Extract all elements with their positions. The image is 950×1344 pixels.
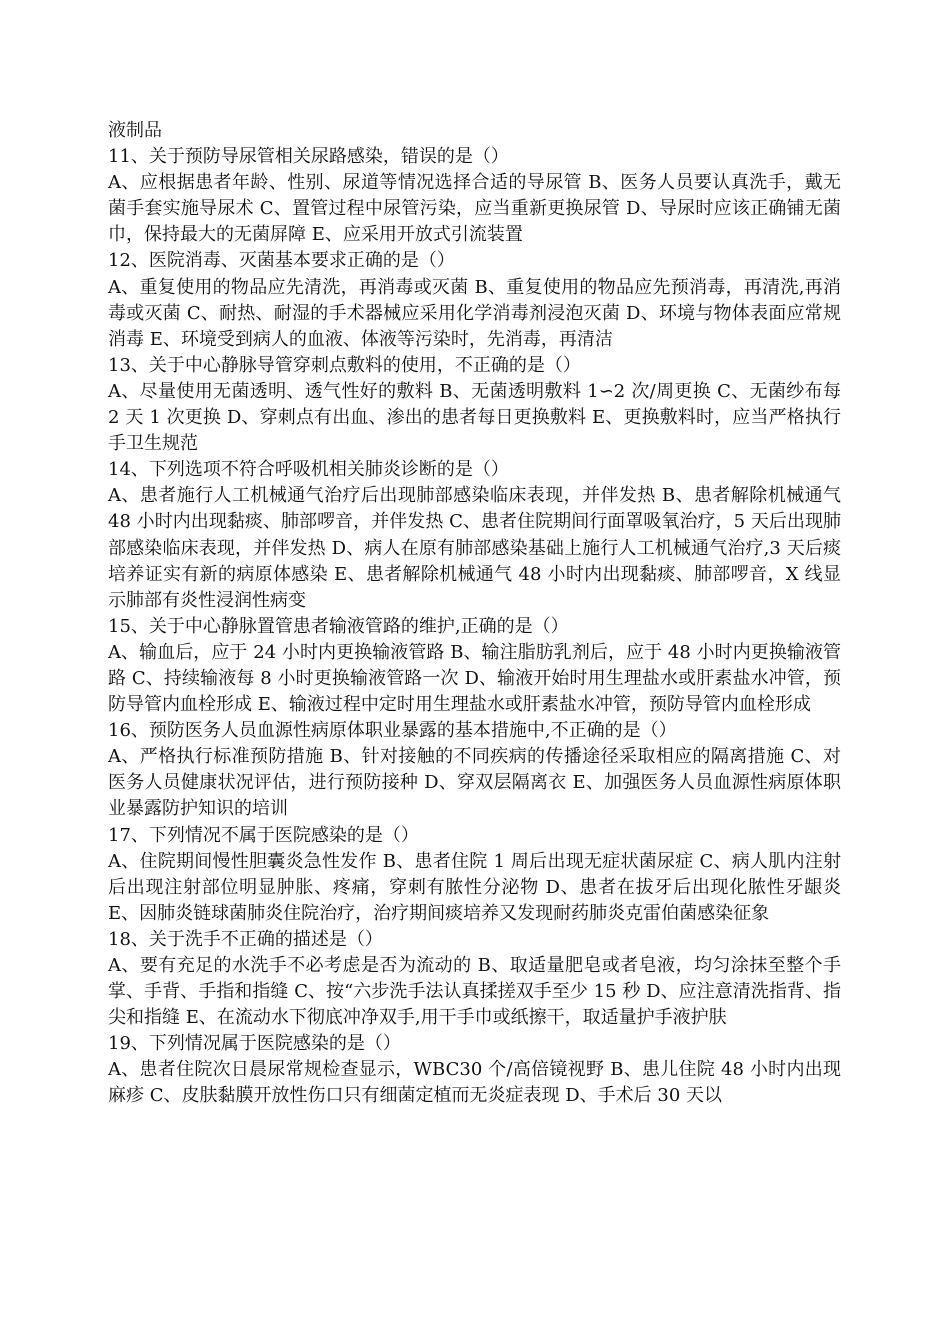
question-stem: 12、医院消毒、灭菌基本要求正确的是（） (108, 250, 455, 272)
question-options: A、患者施行人工机械通气治疗后出现肺部感染临床表现，并伴发热 B、患者解除机械通气 48 小时内出现黏痰、肺部啰音，并伴发热 C、患者住院期间行面罩吸氧治疗，5 天后出现肺部感染临床表现，并伴发热 D、病人在原有肺部感染基础上施行人工机械通气治疗,3 天后痰培养证实有新的病原体感染 E、患者解除机械通气 48 小时内出现黏痰、肺部啰音，X 线显示肺部有炎性浸润性病变 (108, 485, 841, 611)
question-options: A、要有充足的水洗手不必考虑是否为流动的 B、取适量肥皂或者皂液，均匀涂抹至整个手掌、手背、手指和指缝 C、按“六步洗手法认真揉搓双手至少 15 秒 D、应注意清洗指背、指尖和指缝 E、在流动水下彻底冲净双手,用干手巾或纸擦干，取适量护手液护肤 (108, 955, 841, 1029)
question-stem: 11、关于预防导尿管相关尿路感染，错误的是（） (108, 146, 509, 168)
question-options: A、尽量使用无菌透明、透气性好的敷料 B、无菌透明敷料 1∽2 次/周更换 C、无菌纱布每 2 天 1 次更换 D、穿刺点有出血、渗出的患者每日更换敷料 E、更换敷料时，应当严格执行手卫生规范 (108, 380, 841, 455)
question-stem: 13、关于中心静脉导管穿刺点敷料的使用，不正确的是（） (108, 354, 581, 376)
question-stem: 18、关于洗手不正确的描述是（） (108, 928, 383, 950)
question-block-15 (108, 614, 841, 718)
question-options: A、重复使用的物品应先清洗，再消毒或灭菌 B、重复使用的物品应先预消毒，再清洗,再消毒或灭菌 C、耐热、耐湿的手术器械应采用化学消毒剂浸泡灭菌 D、环境与物体表面应常规消毒 E、环境受到病人的血液、体液等污染时，先消毒，再清洁 (108, 276, 841, 350)
question-options: A、应根据患者年龄、性别、尿道等情况选择合适的导尿管 B、医务人员要认真洗手，戴无菌手套实施导尿术 C、置管过程中尿管污染，应当重新更换尿管 D、导尿时应该正确铺无菌巾，保持最大的无菌屏障 E、应采用开放式引流装置 (108, 172, 841, 246)
question-block-14 (108, 457, 841, 614)
question-block-17 (108, 823, 841, 927)
question-stem: 17、下列情况不属于医院感染的是（） (108, 824, 419, 846)
question-block-19 (108, 1031, 841, 1109)
question-block-18 (108, 927, 841, 1031)
question-options: A、输血后，应于 24 小时内更换输液管路 B、输注脂肪乳剂后，应于 48 小时内更换输液管路 C、持续输液每 8 小时更换输液管路一次 D、输液开始时用生理盐水或肝素盐水冲管，预防导管内血栓形成 E、输液过程中定时用生理盐水或肝素盐水冲管，预防导管内血栓形成 (108, 641, 841, 716)
document-page (108, 118, 841, 1110)
question-stem: 14、下列选项不符合呼吸机相关肺炎诊断的是（） (108, 459, 509, 481)
question-stem: 19、下列情况属于医院感染的是（） (108, 1033, 401, 1055)
question-options: A、严格执行标准预防措施 B、针对接触的不同疾病的传播途径采取相应的隔离措施 C、对医务人员健康状况评估，进行预防接种 D、穿双层隔离衣 E、加强医务人员血源性病原体职业暴露防护知识的培训 (108, 746, 841, 820)
question-stem: 16、预防医务人员血源性病原体职业暴露的基本措施中,不正确的是（） (108, 720, 677, 742)
lead-text: 液制品 (108, 120, 162, 141)
question-options: A、患者住院次日晨尿常规检查显示，WBC30 个/高倍镜视野 B、患儿住院 48 小时内出现麻疹 C、皮肤黏膜开放性伤口只有细菌定植而无炎症表现 D、手术后 30 天以 (108, 1059, 841, 1107)
question-block-12 (108, 248, 841, 352)
question-block-13 (108, 353, 841, 457)
question-stem: 15、关于中心静脉置管患者输液管路的维护,正确的是（） (108, 615, 569, 637)
question-options: A、住院期间慢性胆囊炎急性发作 B、患者住院 1 周后出现无症状菌尿症 C、病人肌内注射后出现注射部位明显肿胀、疼痛，穿刺有脓性分泌物 D、患者在拔牙后出现化脓性牙龈炎 E、因肺炎链球菌肺炎住院治疗，治疗期间痰培养又发现耐药肺炎克雷伯菌感染征象 (108, 850, 841, 924)
question-block-11 (108, 144, 841, 248)
question-block-16 (108, 718, 841, 822)
